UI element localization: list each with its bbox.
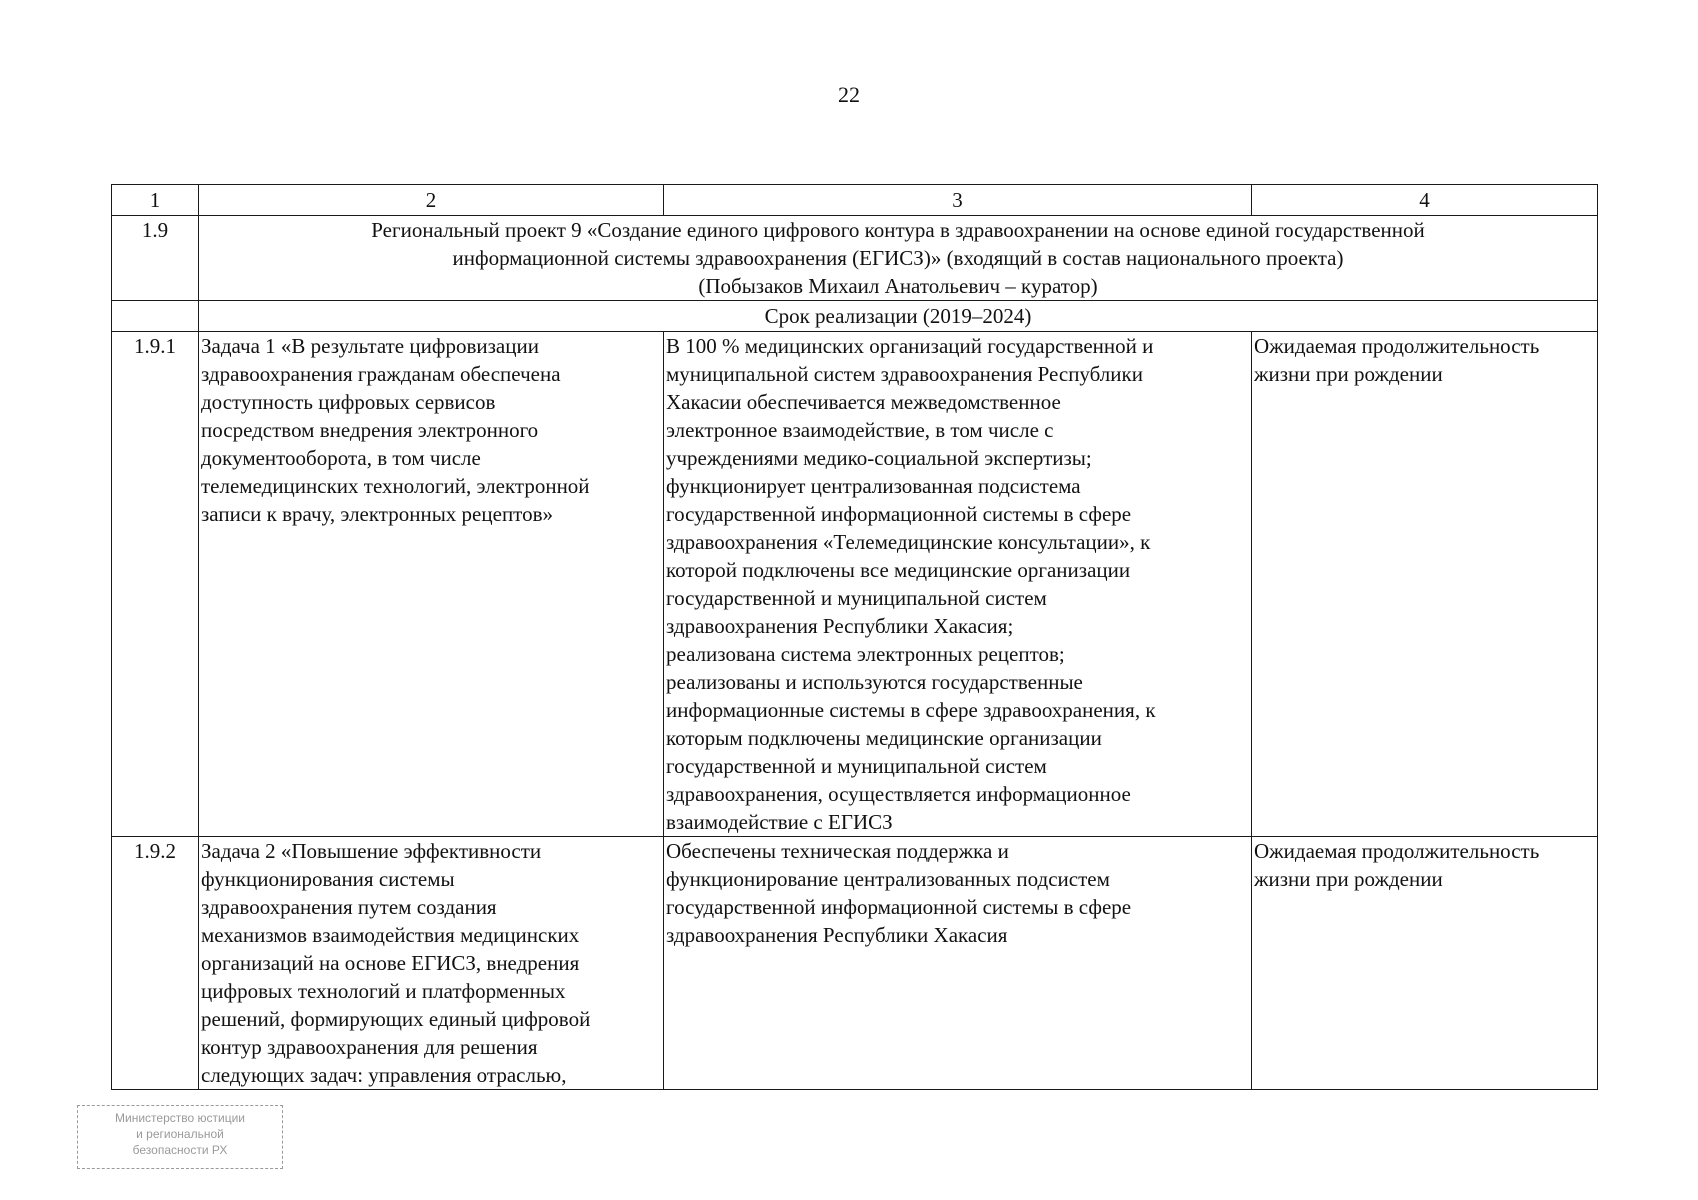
term-empty-cell	[112, 301, 199, 332]
stamp-line: и региональной	[136, 1127, 224, 1141]
table-row	[112, 837, 1598, 1090]
project-row	[112, 216, 1598, 301]
task-cell: Задача 1 «В результате цифровизации здравоохранения гражданам обеспечена доступность цифровых сервисов посредством внедрения электронного документооборота, в том числе телемедицинских технологий, электронной записи к врачу, электронных рецептов»	[199, 332, 664, 837]
stamp-line: безопасности РХ	[132, 1143, 228, 1157]
implementation-term: Срок реализации (2019–2024)	[199, 301, 1598, 332]
header-cell-1: 1	[112, 185, 199, 216]
result-cell: Обеспечены техническая поддержка и функционирование централизованных подсистем государственной информационной системы в сфере здравоохранения Республики Хакасия	[664, 837, 1252, 1090]
header-cell-3: 3	[664, 185, 1252, 216]
registration-stamp	[77, 1105, 283, 1169]
term-row	[112, 301, 1598, 332]
table-header-row	[112, 185, 1598, 216]
page-number: 22	[838, 82, 860, 107]
indicator-cell: Ожидаемая продолжительность жизни при рождении	[1252, 837, 1598, 1090]
project-title	[199, 216, 1598, 301]
row-number: 1.9.2	[112, 837, 199, 1090]
header-cell-4: 4	[1252, 185, 1598, 216]
project-curator-line: (Побызаков Михаил Анатольевич – куратор)	[698, 274, 1098, 298]
table-row	[112, 332, 1598, 837]
task-cell: Задача 2 «Повышение эффективности функционирования системы здравоохранения путем создания механизмов взаимодействия медицинских организаций на основе ЕГИСЗ, внедрения цифровых технологий и платформенных решений, формирующих единый цифровой контур здравоохранения для решения следующих задач: управления отраслью,	[199, 837, 664, 1090]
indicator-cell: Ожидаемая продолжительность жизни при рождении	[1252, 332, 1598, 837]
stamp-line: Министерство юстиции	[115, 1111, 245, 1125]
document-table	[111, 184, 1598, 1090]
project-number: 1.9	[112, 216, 199, 301]
project-title-line: Региональный проект 9 «Создание единого цифрового контура в здравоохранении на основе единой государственной	[371, 218, 1425, 242]
row-number: 1.9.1	[112, 332, 199, 837]
project-title-line: информационной системы здравоохранения (ЕГИСЗ)» (входящий в состав национального проекта)	[452, 246, 1344, 270]
result-cell: В 100 % медицинских организаций государственной и муниципальной систем здравоохранения Республики Хакасии обеспечивается межведомственное электронное взаимодействие, в том числе с учреждениями медико-социальной экспертизы; функционирует централизованная подсистема государственной информационной системы в сфере здравоохранения «Телемедицинские консультации», к которой подключены все медицинские организации государственной и муниципальной систем здравоохранения Республики Хакасия; реализована система электронных рецептов; реализованы и используются государственные информационные системы в сфере здравоохранения, к которым подключены медицинские организации государственной и муниципальной систем здравоохранения, осуществляется информационное взаимодействие с ЕГИСЗ	[664, 332, 1252, 837]
header-cell-2: 2	[199, 185, 664, 216]
